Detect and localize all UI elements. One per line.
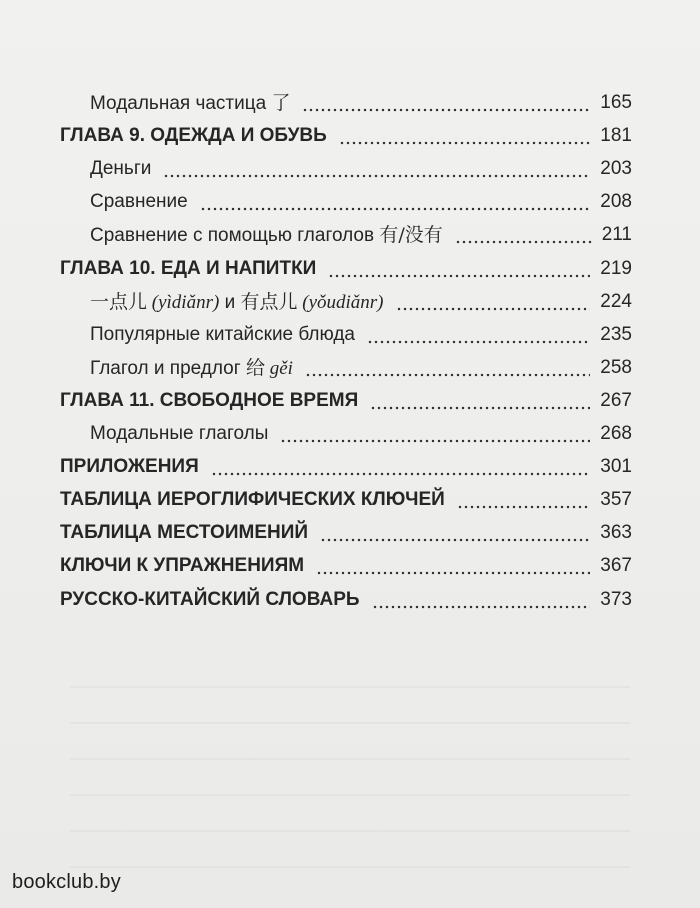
dot-leader (211, 451, 591, 483)
toc-entry-title-part: gěi (264, 358, 293, 379)
dot-leader (372, 584, 591, 616)
dot-leader (163, 153, 590, 185)
toc-entry-title-part: Модальная частица (90, 93, 272, 114)
toc-entry-title-part: 给 (245, 357, 265, 379)
toc-entry-title (60, 253, 316, 285)
dot-leader (280, 418, 590, 450)
toc-page-number: 181 (600, 125, 632, 146)
toc-entry-title-part: и (219, 292, 241, 313)
dot-leader (339, 120, 591, 152)
toc-chapter-row (0, 120, 700, 152)
toc-page-number: 235 (600, 324, 632, 345)
toc-page-number: 267 (600, 390, 632, 411)
toc-section-row (0, 153, 700, 185)
toc-page-number: 357 (600, 489, 632, 510)
toc-chapter-row (0, 451, 700, 483)
dot-leader (316, 550, 590, 582)
dot-leader (396, 286, 591, 318)
toc-entry-title (90, 186, 188, 218)
toc-entry-title (60, 517, 308, 549)
toc-entry-title (60, 584, 360, 616)
toc-section-row (0, 219, 700, 251)
toc-page-number: 203 (600, 158, 632, 179)
toc-page-number: 363 (600, 522, 632, 543)
toc-page-number: 211 (601, 224, 632, 245)
toc-entry-title-part: ГЛАВА 10. ЕДА И НАПИТКИ (60, 258, 317, 279)
toc-entry-title-part: ГЛАВА 11. СВОБОДНОЕ ВРЕМЯ (60, 390, 359, 411)
toc-entry-title-part: Сравнение с помощью глаголов (90, 225, 380, 246)
toc-entry-title-part: ГЛАВА 9. ОДЕЖДА И ОБУВЬ (60, 125, 327, 146)
toc-section-row (0, 352, 700, 384)
toc-entry-title (90, 153, 151, 185)
toc-entry-title (90, 319, 355, 351)
toc-entry-title-part: РУССКО-КИТАЙСКИЙ СЛОВАРЬ (60, 589, 360, 610)
toc-entry-title-part: 有/没有 (379, 224, 443, 246)
toc-entry-title-part: ТАБЛИЦА ИЕРОГЛИФИЧЕСКИХ КЛЮЧЕЙ (60, 489, 445, 510)
toc-entry-title-part: ТАБЛИЦА МЕСТОИМЕНИЙ (60, 522, 309, 543)
toc-page-number: 301 (600, 456, 632, 477)
toc-entry-title-part: 一点儿 (90, 291, 148, 313)
dot-leader (302, 87, 590, 119)
toc-entry-title-part: Глагол и предлог (90, 358, 246, 379)
toc-page-number: 258 (600, 357, 632, 378)
toc-entry-title (90, 352, 293, 385)
toc-page-number: 373 (600, 589, 632, 610)
toc-chapter-row (0, 517, 700, 549)
toc-entry-title-part: Сравнение (90, 191, 188, 212)
dot-leader (305, 352, 590, 384)
dot-leader (370, 385, 590, 417)
toc-entry-title-part: КЛЮЧИ К УПРАЖНЕНИЯМ (60, 555, 305, 576)
toc-entry-title (60, 484, 445, 516)
dot-leader (455, 219, 592, 251)
toc-page-number: 367 (600, 555, 632, 576)
dot-leader (457, 484, 591, 516)
toc-entry-title-part: (yìdiǎnr) (147, 292, 220, 313)
toc-page-number: 219 (600, 258, 632, 279)
toc-section-row (0, 87, 700, 119)
toc-chapter-row (0, 584, 700, 616)
toc-chapter-row (0, 253, 700, 285)
toc-entry-title (90, 87, 290, 120)
toc-entry-title-part: Модальные глаголы (90, 423, 269, 444)
dot-leader (328, 253, 590, 285)
toc-section-row (0, 418, 700, 450)
toc-entry-title-part: Деньги (90, 158, 152, 179)
toc-entry-title-part: ПРИЛОЖЕНИЯ (60, 456, 199, 477)
toc-entry-title (60, 385, 358, 417)
toc-chapter-row (0, 550, 700, 582)
toc-entry-title-part: Популярные китайские блюда (90, 324, 355, 345)
toc-page-number: 268 (600, 423, 632, 444)
toc-entry-title (90, 418, 268, 450)
toc-entry-title (60, 120, 327, 152)
toc-entry-title-part: 了 (271, 92, 291, 114)
toc-entry-title (60, 550, 304, 582)
toc-page-number: 224 (600, 291, 632, 312)
watermark: bookclub.by (12, 871, 121, 893)
toc-chapter-row (0, 385, 700, 417)
toc-entry-title-part: 有点儿 (240, 291, 298, 313)
toc-section-row (0, 186, 700, 218)
dot-leader (367, 319, 590, 351)
toc-chapter-row (0, 484, 700, 516)
dot-leader (200, 186, 591, 218)
toc-section-row (0, 286, 700, 318)
toc-entry-title-part: (yǒudiǎnr) (297, 292, 384, 313)
toc-entry-title (60, 451, 199, 483)
toc-section-row (0, 319, 700, 351)
toc-page-number: 165 (600, 92, 632, 113)
toc-entry-title (90, 219, 443, 252)
toc-entry-title (90, 286, 384, 319)
dot-leader (320, 517, 590, 549)
toc-page-number: 208 (600, 191, 632, 212)
